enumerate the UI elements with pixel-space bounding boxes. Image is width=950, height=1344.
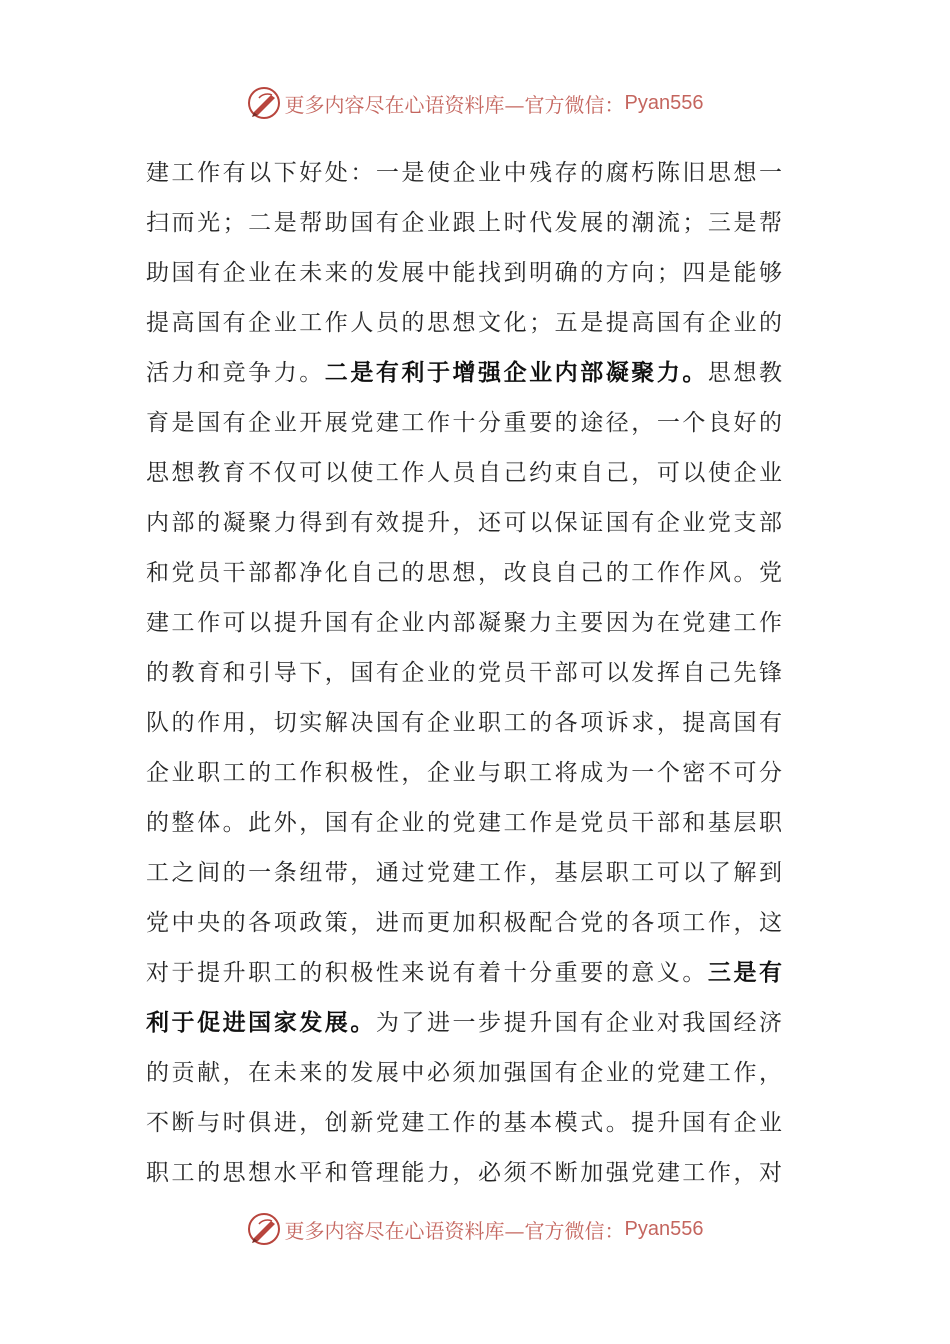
text-line: 建工作可以提升国有企业内部凝聚力主要因为在党建工作 [146,610,782,636]
watermark-text: 更多内容尽在心语资料库—官方微信： [284,1218,625,1243]
watermark-handle: Pyan556 [624,91,704,114]
bold-heading: 二是有利于增强企业内部凝聚力。 [324,360,708,386]
bold-heading: 三是有 [707,960,783,986]
text-line: 党中央的各项政策，进而更加积极配合党的各项工作，这 [146,910,782,936]
pen-logo-icon [247,1212,281,1246]
text-line: 工之间的一条纽带，通过党建工作，基层职工可以了解到 [146,860,782,886]
watermark-text: 更多内容尽在心语资料库—官方微信： [284,92,625,117]
text-line: 的贡献，在未来的发展中必须加强国有企业的党建工作， [146,1060,782,1086]
text-line: 育是国有企业开展党建工作十分重要的途径，一个良好的 [146,410,782,436]
text-line: 队的作用，切实解决国有企业职工的各项诉求，提高国有 [146,710,782,736]
bold-heading: 利于促进国家发展。 [146,1010,376,1036]
watermark-handle: Pyan556 [624,1217,704,1240]
text-line: 提高国有企业工作人员的思想文化；五是提高国有企业的 [146,310,782,336]
text-line: 活力和竞争力。二是有利于增强企业内部凝聚力。思想教 [146,360,783,386]
text-line: 助国有企业在未来的发展中能找到明确的方向；四是能够 [146,260,782,286]
text-line: 扫而光；二是帮助国有企业跟上时代发展的潮流；三是帮 [146,210,782,236]
text-line: 对于提升职工的积极性来说有着十分重要的意义。三是有 [146,960,783,986]
text-line: 不断与时俱进，创新党建工作的基本模式。提升国有企业 [146,1110,782,1136]
text-line: 的整体。此外，国有企业的党建工作是党员干部和基层职 [146,810,782,836]
text-line: 职工的思想水平和管理能力，必须不断加强党建工作，对 [146,1160,782,1186]
footer-watermark [0,1209,950,1249]
text-line: 思想教育不仅可以使工作人员自己约束自己，可以使企业 [146,460,782,486]
document-body [146,148,782,1198]
text-line: 和党员干部都净化自己的思想，改良自己的工作作风。党 [146,560,782,586]
text-line: 利于促进国家发展。为了进一步提升国有企业对我国经济 [146,1010,783,1036]
text-line: 内部的凝聚力得到有效提升，还可以保证国有企业党支部 [146,510,782,536]
text-line: 建工作有以下好处：一是使企业中残存的腐朽陈旧思想一 [146,160,782,186]
text-line: 的教育和引导下，国有企业的党员干部可以发挥自己先锋 [146,660,782,686]
pen-logo-icon [247,86,281,120]
text-line: 企业职工的工作积极性，企业与职工将成为一个密不可分 [146,760,782,786]
header-watermark [0,83,950,123]
